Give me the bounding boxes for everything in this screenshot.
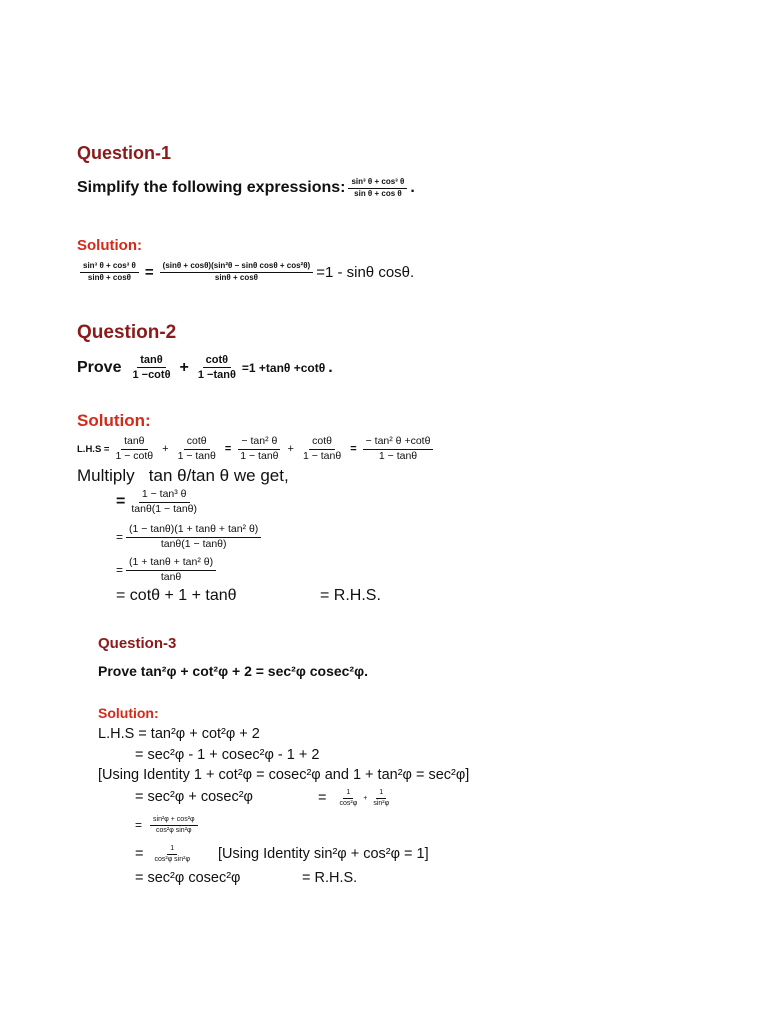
prompt-text: Simplify the following expressions: (77, 179, 346, 197)
fraction-numerator: 1 − tan³ θ (139, 489, 190, 503)
line-4-fraction-1 (336, 789, 360, 807)
fraction-denominator: tanθ(1 − tanθ) (160, 537, 227, 550)
equals-sign: = (116, 530, 124, 545)
prove-text: Prove (77, 358, 122, 376)
fraction-denominator: 1 − tanθ (240, 449, 279, 462)
solution-fraction-2 (160, 262, 314, 283)
fraction-denominator: 1 − tanθ (378, 449, 418, 462)
equals-sign: = (116, 493, 126, 511)
question-3-prompt (98, 663, 368, 679)
step-1-fraction (128, 489, 200, 515)
prove-fraction-2 (195, 354, 239, 381)
fraction-numerator: (1 + tanθ + tan² θ) (126, 557, 216, 571)
solution-3-line-2 (135, 747, 319, 763)
question-title-text: Question-2 (77, 322, 177, 343)
solution-1-line (77, 262, 414, 283)
prove-rhs: =1 +tanθ +cotθ (241, 360, 326, 375)
prompt-end: . (410, 179, 415, 197)
fraction-denominator: 1 −tanθ (197, 369, 236, 382)
multiply-line (77, 466, 289, 486)
fraction-numerator: sin²φ + cos²φ (150, 816, 198, 826)
solution-fraction-1 (80, 262, 139, 283)
line-text: = sec²φ - 1 + cosec²φ - 1 + 2 (135, 747, 320, 763)
fraction-numerator: tanθ (121, 436, 147, 450)
plus-sign: + (162, 443, 169, 456)
prompt-end: . (328, 358, 333, 376)
step-3-fraction (126, 557, 216, 583)
solution-3-line-7-rhs (302, 870, 357, 886)
solution-label-text: Solution: (77, 237, 142, 254)
line-6-fraction (151, 845, 193, 863)
line-text: = sec²φ + cosec²φ (135, 789, 253, 805)
identity-note: [Using Identity sin²φ + cos²φ = 1] (218, 846, 429, 863)
lhs-label: L.H.S = (77, 443, 110, 455)
step-2-fraction (126, 524, 261, 550)
question-1-title (77, 143, 171, 164)
plus-sign: + (363, 794, 368, 802)
question-2-prompt (77, 354, 333, 381)
prove-fraction-1 (129, 354, 173, 381)
fraction-denominator: 1 − tanθ (177, 449, 216, 462)
fraction-numerator: 1 (167, 845, 177, 855)
equals-sign: = (318, 790, 327, 807)
step-4-rhs (320, 587, 381, 605)
step-4-text: = cotθ + 1 + tanθ (116, 587, 237, 604)
fraction-numerator: − tan² θ (238, 436, 280, 450)
line-text: = sec²φ cosec²φ (135, 870, 241, 886)
fraction-denominator: cos²φ sin²φ (154, 855, 190, 863)
solution-3-label (98, 705, 159, 721)
equals-sign: = (135, 846, 144, 863)
fraction-numerator: cotθ (309, 436, 335, 450)
solution-3-line-3 (98, 767, 469, 783)
fraction-denominator: sin²φ (373, 799, 390, 807)
fraction-denominator: 1 − cotθ (115, 449, 154, 462)
lhs-fraction-1 (112, 436, 156, 462)
fraction-numerator: sin³ θ + cos³ θ (348, 178, 407, 189)
line-text: L.H.S = tan²φ + cot²φ + 2 (98, 726, 260, 742)
solution-label-text: Solution: (98, 705, 159, 721)
solution-1-label (77, 237, 142, 254)
fraction-denominator: 1 −cotθ (132, 369, 171, 382)
rhs-text: = R.H.S. (320, 587, 381, 604)
solution-3-line-1 (98, 726, 260, 742)
question-title-text: Question-1 (77, 143, 172, 163)
lhs-fraction-5 (363, 436, 434, 462)
lhs-fraction-2 (175, 436, 219, 462)
step-1 (116, 489, 203, 515)
fraction-numerator: (sinθ + cosθ)(sin²θ − sinθ cosθ + cos²θ) (160, 262, 314, 273)
lhs-fraction-3 (237, 436, 281, 462)
solution-3-line-6 (135, 845, 429, 863)
fraction-denominator: tanθ (160, 570, 182, 583)
fraction-numerator: (1 − tanθ)(1 + tanθ + tan² θ) (126, 524, 261, 538)
step-4 (116, 587, 237, 605)
line-4-fraction-2 (370, 789, 392, 807)
prove-text: Prove tan²φ + cot²φ + 2 = sec²φ cosec²φ. (98, 663, 368, 679)
fraction-denominator: sinθ + cosθ (214, 272, 258, 282)
plus-sign: + (179, 358, 189, 376)
question-1-prompt (77, 178, 415, 199)
solution-3-line-4-rhs (318, 789, 395, 807)
step-2 (116, 524, 264, 550)
solution-2-label (77, 411, 151, 431)
equals-sign: = (135, 818, 143, 833)
equals-sign: = (116, 563, 124, 578)
equals-sign: = (224, 443, 232, 456)
prompt-fraction (348, 178, 407, 199)
fraction-denominator: cos²φ (339, 799, 358, 807)
multiply-text: Multiply tan θ/tan θ we get, (77, 466, 289, 485)
equals-sign: = (350, 443, 357, 456)
solution-3-line-5 (135, 816, 201, 834)
question-2-title (77, 322, 176, 344)
fraction-numerator: 1 (376, 789, 386, 799)
fraction-numerator: cotθ (184, 436, 210, 450)
fraction-denominator: sin θ + cos θ (354, 188, 402, 198)
rhs-text: = R.H.S. (302, 870, 358, 886)
solution-3-line-7 (135, 870, 240, 886)
fraction-numerator: sin³ θ + cos³ θ (80, 262, 139, 273)
question-3-title (98, 635, 176, 652)
line-5-fraction (150, 816, 198, 834)
solution-label-text: Solution: (77, 411, 151, 430)
fraction-numerator: 1 (343, 789, 353, 799)
line-text: [Using Identity 1 + cot²φ = cosec²φ and 1 + tan²φ = sec²φ] (98, 767, 470, 783)
solution-result: =1 - sinθ cosθ. (316, 263, 415, 281)
fraction-numerator: cotθ (203, 354, 231, 368)
lhs-fraction-4 (300, 436, 344, 462)
fraction-numerator: tanθ (137, 354, 165, 368)
solution-3-line-4 (135, 789, 253, 805)
question-title-text: Question-3 (98, 635, 177, 652)
fraction-denominator: 1 − tanθ (302, 449, 342, 462)
fraction-denominator: cos²φ sin²φ (156, 826, 192, 834)
fraction-denominator: sinθ + cosθ (87, 272, 131, 282)
fraction-denominator: tanθ(1 − tanθ) (131, 502, 198, 515)
fraction-numerator: − tan² θ +cotθ (363, 436, 434, 450)
step-3 (116, 557, 219, 583)
solution-2-lhs-line (77, 436, 436, 462)
plus-sign: + (287, 443, 294, 456)
equals-sign: = (144, 263, 154, 281)
